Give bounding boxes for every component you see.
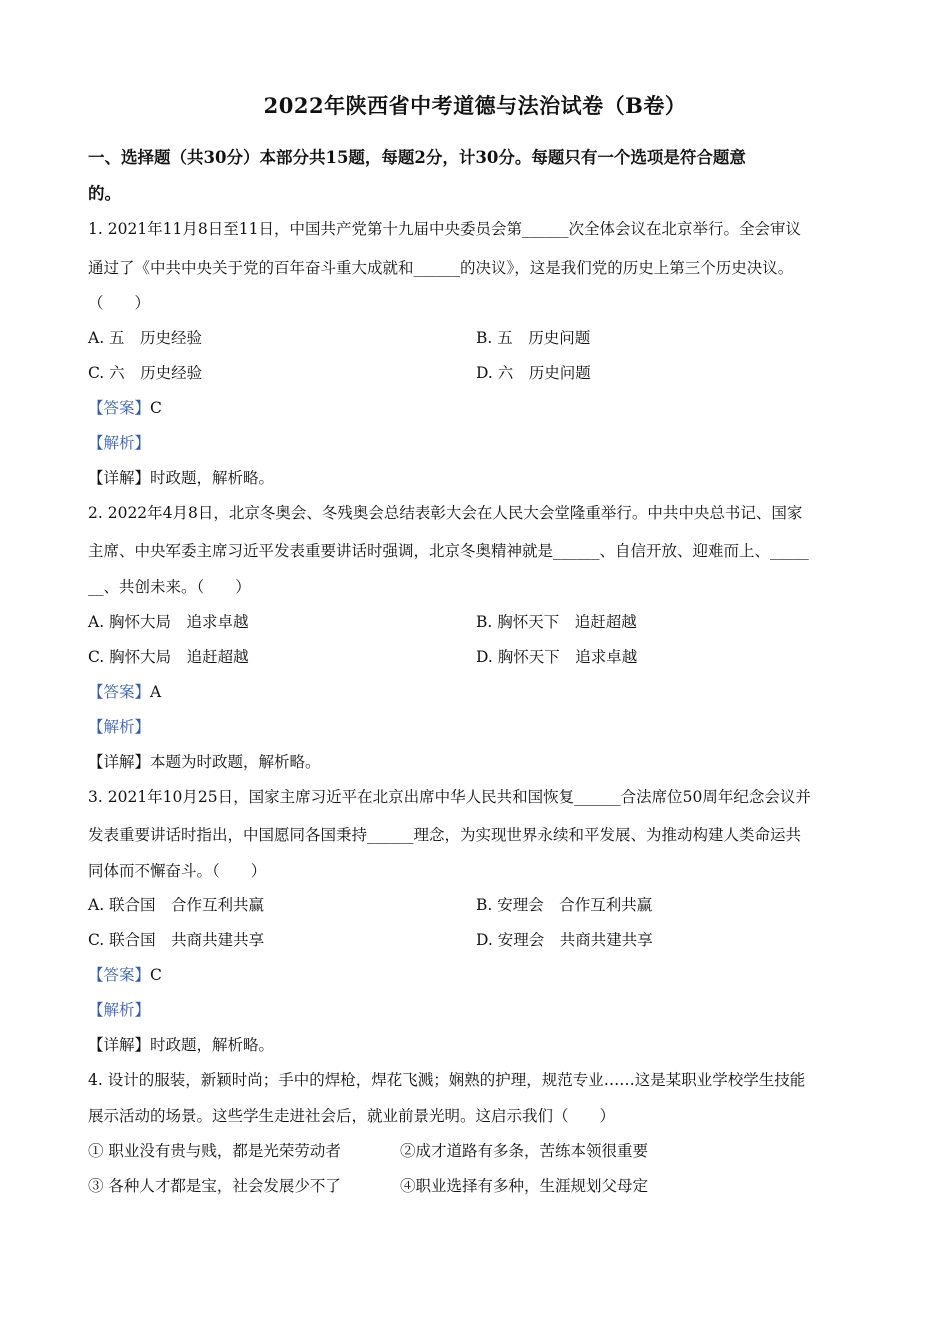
analysis-label: 【解析】 — [88, 1001, 151, 1019]
option-c: C. 六 历史经验 — [88, 364, 203, 382]
option-b: B. 五 历史问题 — [476, 329, 591, 347]
analysis-row — [88, 999, 868, 1021]
detail-label: 【详解】 — [88, 469, 151, 487]
detail-text: 时政题，解析略。 — [150, 1036, 275, 1054]
question-text-line: 2. 2022年4月8日，北京冬奥会、冬残奥会总结表彰大会在人民大会堂隆重举行。中共中央总书记、国家 — [88, 504, 803, 522]
statement-1: ① 职业没有贵与贱，都是光荣劳动者 — [88, 1142, 341, 1160]
analysis-row — [88, 432, 868, 454]
option-a: A. 胸怀大局 追求卓越 — [88, 613, 249, 631]
option-d: D. 胸怀天下 追求卓越 — [476, 648, 638, 666]
option-b: B. 胸怀天下 追赶超越 — [476, 613, 637, 631]
question-text-line: 1. 2021年11月8日至11日，中国共产党第十九届中央委员会第______次全体会议在北京举行。全会审议 — [88, 220, 801, 238]
option-c: C. 联合国 共商共建共享 — [88, 931, 265, 949]
detail-label: 【详解】 — [88, 1036, 151, 1054]
detail-row — [88, 1034, 868, 1056]
answer-row — [88, 681, 868, 703]
question-text-line: __、共创未来。（ ） — [88, 578, 251, 596]
question-text-line: 主席、中央军委主席习近平发表重要讲话时强调，北京冬奥精神就是______、自信开放、迎难而上、_____ — [88, 542, 809, 560]
option-c: C. 胸怀大局 追赶超越 — [88, 648, 249, 666]
question-text-line: 发表重要讲话时指出，中国愿同各国秉持______理念，为实现世界永续和平发展、为推动构建人类命运共 — [88, 826, 802, 844]
answer-value: C — [150, 399, 162, 417]
answer-value: C — [150, 966, 162, 984]
option-a: A. 五 历史经验 — [88, 329, 203, 347]
answer-label: 【答案】 — [88, 683, 151, 701]
detail-row — [88, 467, 868, 489]
analysis-row — [88, 716, 868, 738]
section-heading-line-2: 的。 — [88, 184, 121, 203]
question-text-line: 4. 设计的服装，新颖时尚；手中的焊枪，焊花飞溅；娴熟的护理，规范专业……这是某职业学校学生技能 — [88, 1071, 806, 1089]
analysis-label: 【解析】 — [88, 434, 151, 452]
answer-row — [88, 397, 868, 419]
question-text-line: 同体而不懈奋斗。（ ） — [88, 862, 267, 880]
option-b: B. 安理会 合作互利共赢 — [476, 896, 653, 914]
answer-label: 【答案】 — [88, 399, 151, 417]
question-text-line: 通过了《中共中央关于党的百年奋斗重大成就和______的决议》，这是我们党的历史上第三个历史决议。 — [88, 259, 794, 277]
option-d: D. 六 历史问题 — [476, 364, 591, 382]
page-title: 2022年陕西省中考道德与法治试卷（B卷） — [263, 93, 687, 118]
analysis-label: 【解析】 — [88, 718, 151, 736]
statement-4: ④职业选择有多种，生涯规划父母定 — [400, 1177, 649, 1195]
statement-3: ③ 各种人才都是宝，社会发展少不了 — [88, 1177, 341, 1195]
detail-text: 时政题，解析略。 — [150, 469, 275, 487]
question-text-line: （ ） — [88, 294, 151, 312]
detail-row — [88, 751, 868, 773]
option-a: A. 联合国 合作互利共赢 — [88, 896, 265, 914]
answer-label: 【答案】 — [88, 966, 151, 984]
answer-row — [88, 964, 868, 986]
answer-value: A — [150, 683, 162, 701]
detail-label: 【详解】 — [88, 753, 151, 771]
statement-2: ②成才道路有多条，苦练本领很重要 — [400, 1142, 649, 1160]
section-heading-line-1: 一、选择题（共30分）本部分共15题，每题2分，计30分。每题只有一个选项是符合题意 — [88, 148, 746, 167]
detail-text: 本题为时政题，解析略。 — [150, 753, 321, 771]
question-text-line: 3. 2021年10月25日，国家主席习近平在北京出席中华人民共和国恢复______合法席位50周年纪念会议并 — [88, 788, 811, 806]
question-text-line: 展示活动的场景。这些学生走进社会后，就业前景光明。这启示我们（ ） — [88, 1107, 616, 1125]
option-d: D. 安理会 共商共建共享 — [476, 931, 653, 949]
